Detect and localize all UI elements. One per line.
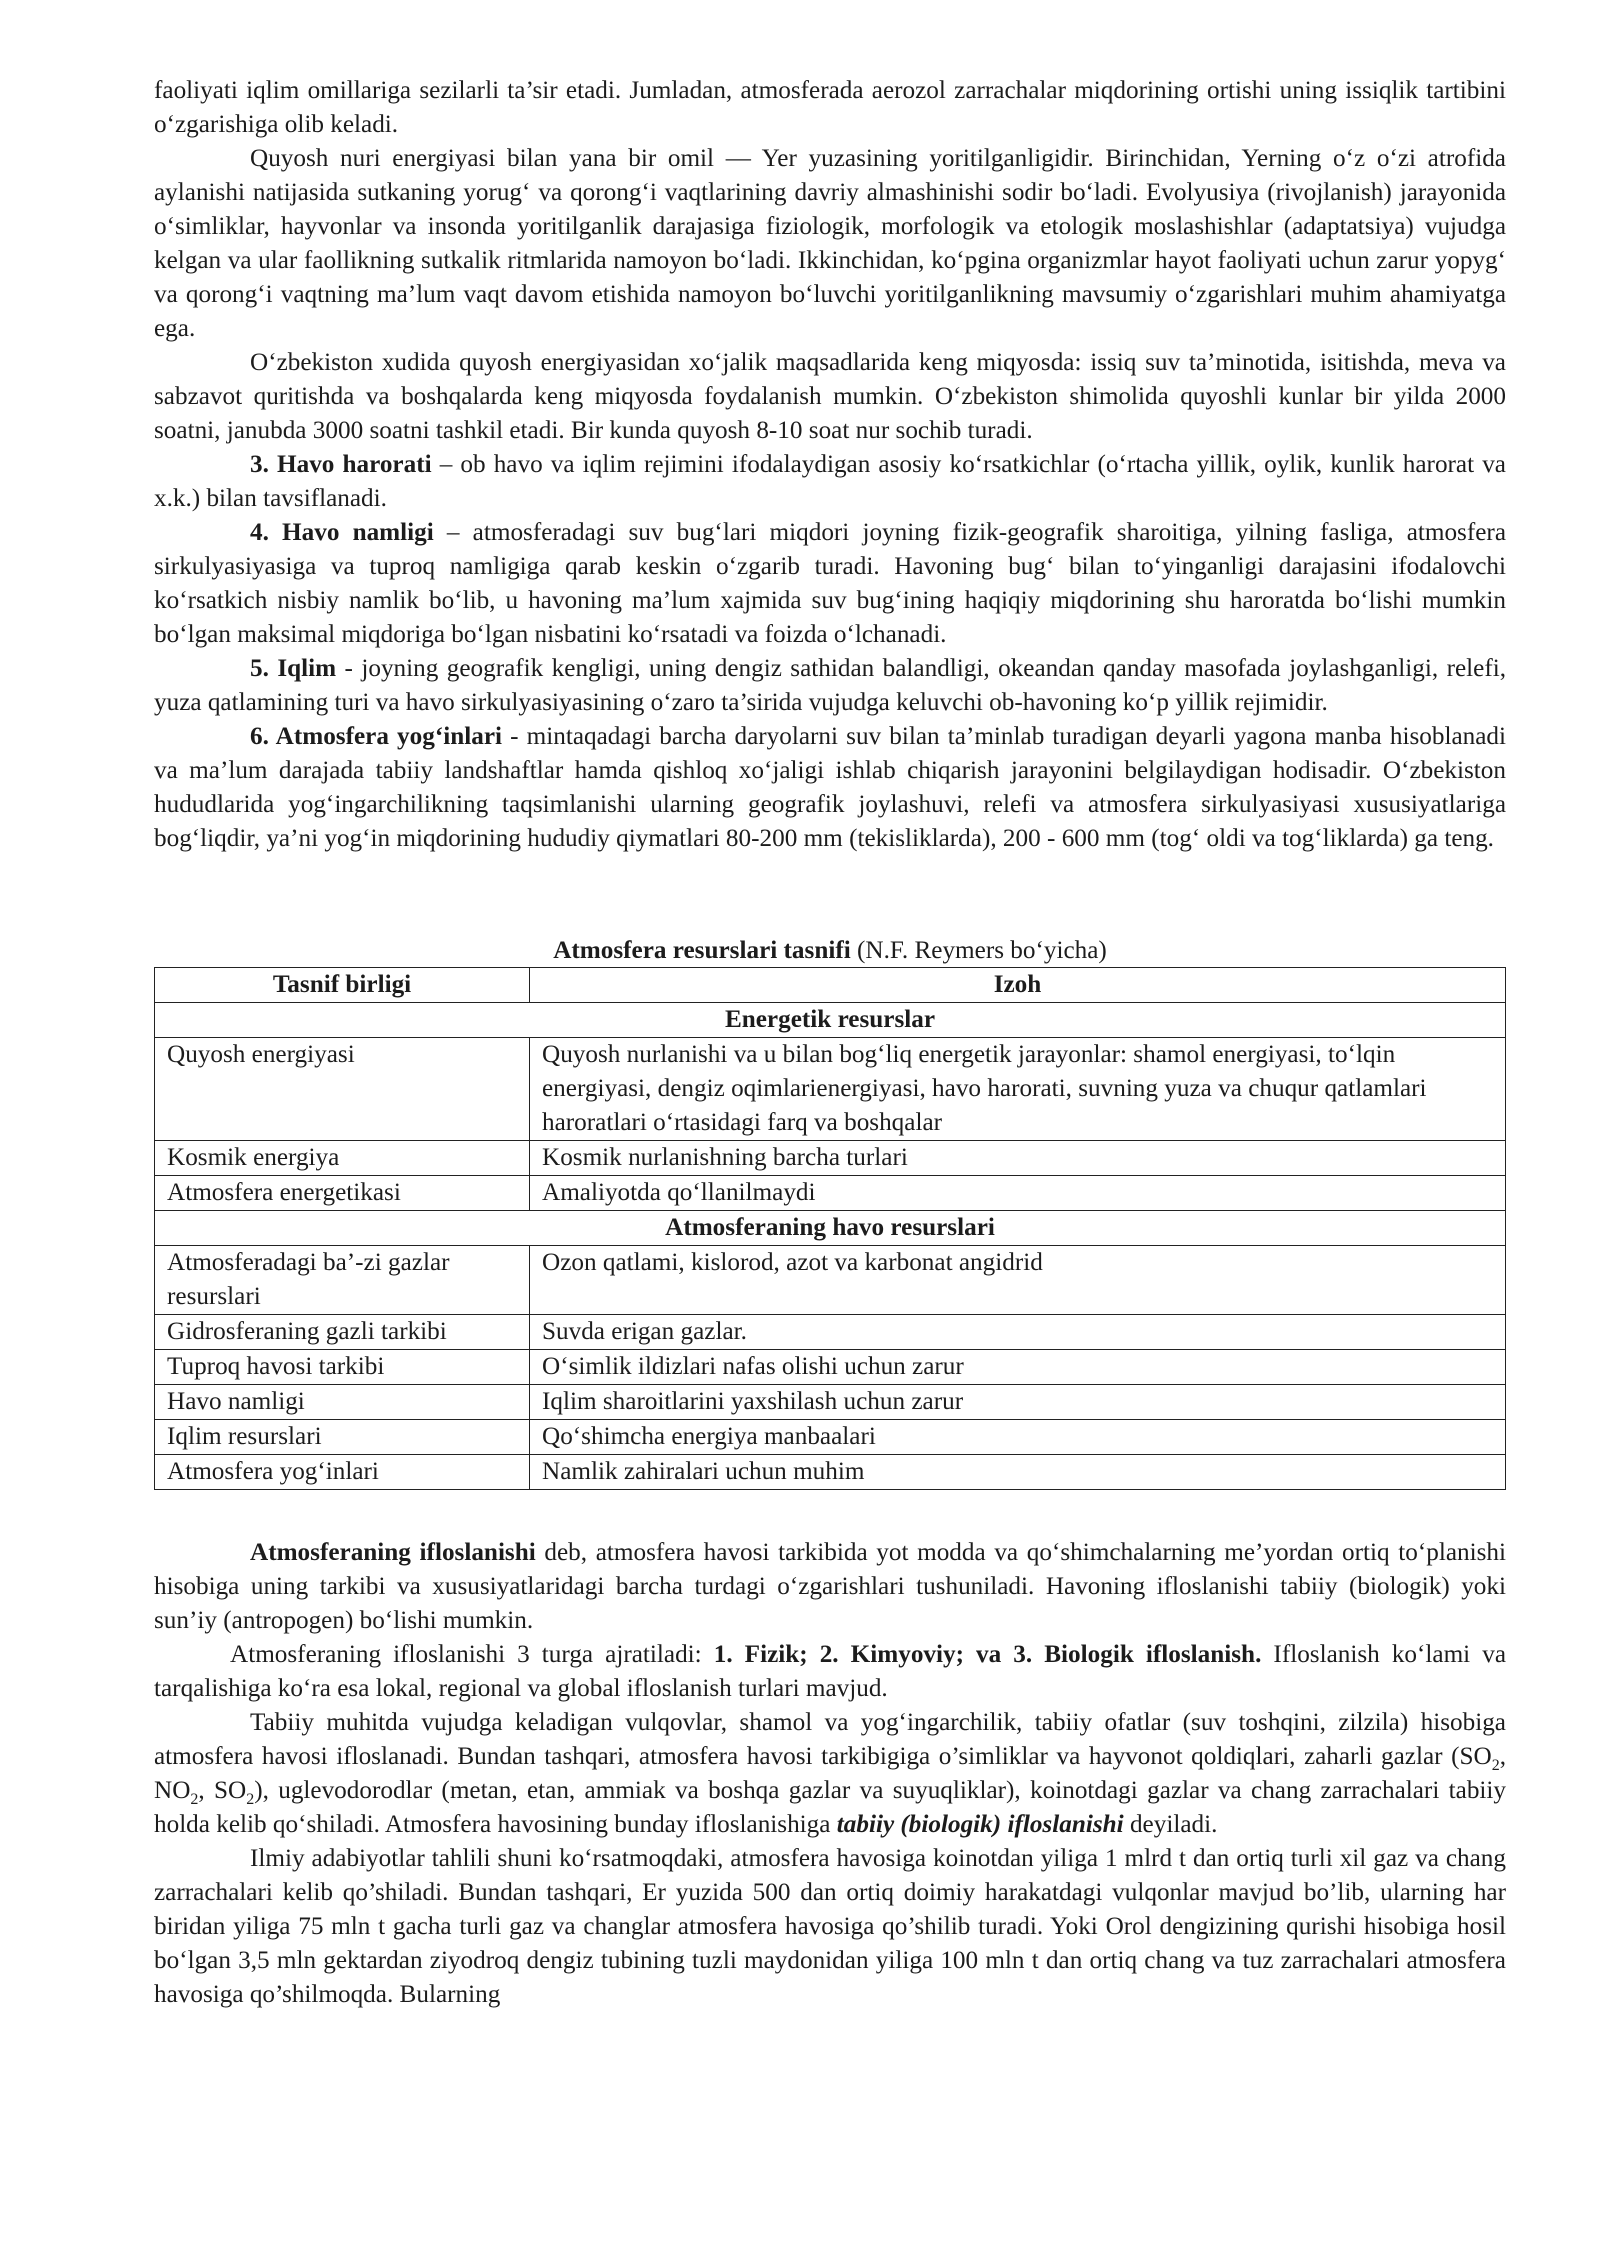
item-text: - joyning geografik kengligi, uning dengiz sathidan balandligi, okeandan qanday masofada joylashganligi, relefi, yuza qatlamining turi va havo sirkulyasiyasining o‘zaro ta’sirida vujudga keluvchi ob-havoning ko‘p yillik rejimidir. [154,655,1506,716]
paragraph-scientific-literature: Ilmiy adabiyotlar tahlili shuni ko‘rsatmoqdaki, atmosfera havosiga koinotdan yiliga 1 mlrd t dan ortiq turli xil gaz va chang zarrachalari kelib qo’shiladi. Bundan tashqari, Er yuzida 500 dan ortiq doimiy harakatdagi vulqonlar mavjud bo’lib, ularning har biridan yiliga 75 mln t gacha turli gaz va changlar atmosfera havosiga qo’shilib turadi. Yoki Orol dengizining qurishi hisobiga hosil bo‘lgan 3,5 mln gektardan ziyodroq dengiz tubining tuzli maydonidan yiliga 100 mln t dan ortiq chang va tuz zarrachalari atmosfera havosiga qo’shilmoqda. Bularning [154,1845,1506,2008]
caption-title: Atmosfera resurslari tasnifi [553,937,851,964]
cell-note: Iqlim sharoitlarini yaxshilash uchun zarur [530,1385,1506,1420]
section-heading: Energetik resurslar [155,1003,1506,1038]
cell-unit: Gidrosferaning gazli tarkibi [155,1315,530,1350]
item-climate [154,652,1506,720]
text: ), uglevodorodlar (metan, etan, ammiak va boshqa gazlar va suyuqliklar), koinotdagi gazlar va chang zarrachalari tabiiy holda kelib qo‘shiladi. Atmosfera havosining bunday ifloslanishiga [154,1777,1507,1838]
table-row [155,1176,1506,1211]
table-row [155,1315,1506,1350]
text: Tabiiy muhitda vujudga keladigan vulqovlar, shamol va yog‘ingarchilik, tabiiy ofatlar (suv toshqini, zilzila) hisobiga atmosfera havosi ifloslanadi. Bundan tashqari, atmosfera havosi tarkibigiga o’simliklar va hayvonot qoldiqlari, zaharli gazlar (SO [154,1709,1506,1770]
column-header: Tasnif birligi [155,968,530,1003]
cell-unit: Iqlim resurslari [155,1420,530,1455]
cell-note: Qo‘shimcha energiya manbaalari [530,1420,1506,1455]
item-air-humidity [154,516,1506,652]
table-header-row [155,968,1506,1003]
table-caption [154,934,1506,968]
item-text: – atmosferadagi suv bug‘lari miqdori joyning fizik-geografik sharoitiga, yilning fasliga, atmosfera sirkulyasiyasiga va tuproq namligiga qarab keskin o‘zgarib turadi. Havoning bug‘ bilan to‘yinganligi darajasini ifodalovchi ko‘rsatkich nisbiy namlik bo‘lib, u havoning ma’lum xajmida suv bug‘ining haqiqiy miqdorining shu haroratda bo‘lishi mumkin bo‘lgan maksimal miqdoriga bo‘lgan nisbatini ko‘rsatadi va foizda o‘lchanadi. [154,519,1506,648]
cell-note: Suvda erigan gazlar. [530,1315,1506,1350]
subscript: 2 [246,1791,255,1809]
cell-note: Kosmik nurlanishning barcha turlari [530,1141,1506,1176]
subscript: 2 [1491,1757,1500,1775]
cell-unit: Kosmik energiya [155,1141,530,1176]
term: Atmosferaning ifloslanishi [250,1539,536,1566]
item-term: 5. Iqlim [250,655,337,682]
paragraph-solar-uzbekistan: O‘zbekiston xudida quyosh energiyasidan xo‘jalik maqsadlarida keng miqyosda: issiq suv ta’minotida, isitishda, meva va sabzavot quritishda va boshqalarda keng miqyosda foydalanish mumkin. O‘zbekiston shimolida quyoshli kunlar bir yilda 2000 soatni, janubda 3000 soatni tashkil etadi. Bir kunda quyosh 8-10 soat nur sochib turadi. [154,349,1506,444]
item-term: 4. Havo namligi [250,519,434,546]
paragraph-intro: faoliyati iqlim omillariga sezilarli ta’sir etadi. Jumladan, atmosferada aerozol zarrachalar miqdorining ortishi uning issiqlik tartibini o‘zgarishiga olib keladi. [154,77,1506,138]
emphasis: tabiiy (biologik) ifloslanishi [836,1811,1124,1838]
classification-table-block [154,934,1506,1490]
table-row [155,1038,1506,1141]
paragraph-illumination: Quyosh nuri energiyasi bilan yana bir omil — Yer yuzasining yoritilganligidir. Birinchidan, Yerning o‘z o‘zi atrofida aylanishi natijasida sutkaning yorug‘ va qorong‘i vaqtlarining davriy almashinishi sodir bo‘ladi. Evolyusiya (rivojlanish) jarayonida o‘simliklar, hayvonlar va insonda yoritilganlik darajasiga fiziologik, morfologik va etologik moslashishlar (adaptatsiya) vujudga kelgan va ular faollikning sutkalik ritmlarida namoyon bo‘ladi. Ikkinchidan, ko‘pgina organizmlar hayot faoliyati uchun zarur yopyg‘ va qorong‘i vaqtning ma’lum vaqt davom etishida namoyon bo‘luvchi yoritilganlikning mavsumiy o‘zgarishlari muhim ahamiyatga ega. [154,145,1506,342]
table-row [155,1141,1506,1176]
text: , NO [154,1743,1506,1804]
cell-unit: Tuproq havosi tarkibi [155,1350,530,1385]
table-section-row [155,1003,1506,1038]
item-air-temperature [154,448,1506,516]
table-row [155,1246,1506,1315]
table-row [155,1350,1506,1385]
table-row [155,1420,1506,1455]
cell-note: Namlik zahiralari uchun muhim [530,1455,1506,1490]
table-row [155,1385,1506,1420]
subscript: 2 [190,1791,199,1809]
cell-unit: Atmosfera energetikasi [155,1176,530,1211]
paragraph-pollution-definition [154,1536,1506,1638]
cell-unit: Quyosh energiyasi [155,1038,530,1141]
item-text: - mintaqadagi barcha daryolarni suv bilan ta’minlab turadigan deyarli yagona manba hisoblanadi va ma’lum darajada tabiiy landshaftlar hamda qishloq xo‘jaligi ishlab chiqarish jarayonini belgilaydigan hodisadir. O‘zbekiston hududlarida yog‘ingarchilikning taqsimlanishi ularning geografik joylashuvi, relefi va atmosfera sirkulyasiyasi xususiyatlariga bog‘liqdir, ya’ni yog‘in miqdorining hududiy qiymatlari 80-200 mm (tekisliklarda), 200 - 600 mm (tog‘ oldi va tog‘liklarda) ga teng. [154,723,1506,852]
text: , SO [198,1777,247,1804]
cell-note: Amaliyotda qo‘llanilmaydi [530,1176,1506,1211]
text: deb, atmosfera havosi tarkibida yot modda va qo‘shimchalarning me’yordan ortiq to‘planishi hisobiga uning tarkibi va xususiyatlaridagi barcha turdagi o‘zgarishlari tushuniladi. Havoning ifloslanishi tabiiy (biologik) yoki sun’iy (antropogen) bo‘lishi mumkin. [154,1539,1506,1634]
term: 1. Fizik; 2. Kimyoviy; va 3. Biologik ifloslanish. [713,1641,1262,1668]
item-text: – ob havo va iqlim rejimini ifodalaydigan asosiy ko‘rsatkichlar (o‘rtacha yillik, oylik, kunlik harorat va x.k.) bilan tavsiflanadi. [154,451,1506,512]
item-term: 6. Atmosfera yog‘inlari [250,723,502,750]
cell-note: Ozon qatlami, kislorod, azot va karbonat angidrid [530,1246,1506,1315]
text: Ifloslanish ko‘lami va tarqalishiga ko‘ra esa lokal, regional va global ifloslanish turlari mavjud. [154,1641,1507,1702]
item-term: 3. Havo harorati [250,451,432,478]
text: deyiladi. [1123,1811,1218,1838]
paragraph-pollution-types [154,1638,1506,1706]
cell-note: O‘simlik ildizlari nafas olishi uchun zarur [530,1350,1506,1385]
document-page [154,74,1506,2012]
cell-note: Quyosh nurlanishi va u bilan bog‘liq energetik jarayonlar: shamol energiyasi, to‘lqin energiyasi, dengiz oqimlarienergiyasi, havo harorati, suvning yuza va chuqur qatlamlari haroratlari o‘rtasidagi farq va boshqalar [530,1038,1506,1141]
classification-table [154,967,1506,1490]
paragraph-natural-pollution [154,1706,1506,1842]
text: Atmosferaning ifloslanishi 3 turga ajratiladi: [230,1641,714,1668]
column-header: Izoh [530,968,1506,1003]
cell-unit: Havo namligi [155,1385,530,1420]
cell-unit: Atmosfera yog‘inlari [155,1455,530,1490]
table-section-row [155,1211,1506,1246]
item-precipitation [154,720,1506,856]
section-heading: Atmosferaning havo resurslari [155,1211,1506,1246]
cell-unit: Atmosferadagi ba’-zi gazlar resurslari [155,1246,530,1315]
caption-source: (N.F. Reymers bo‘yicha) [850,937,1107,964]
table-row [155,1455,1506,1490]
